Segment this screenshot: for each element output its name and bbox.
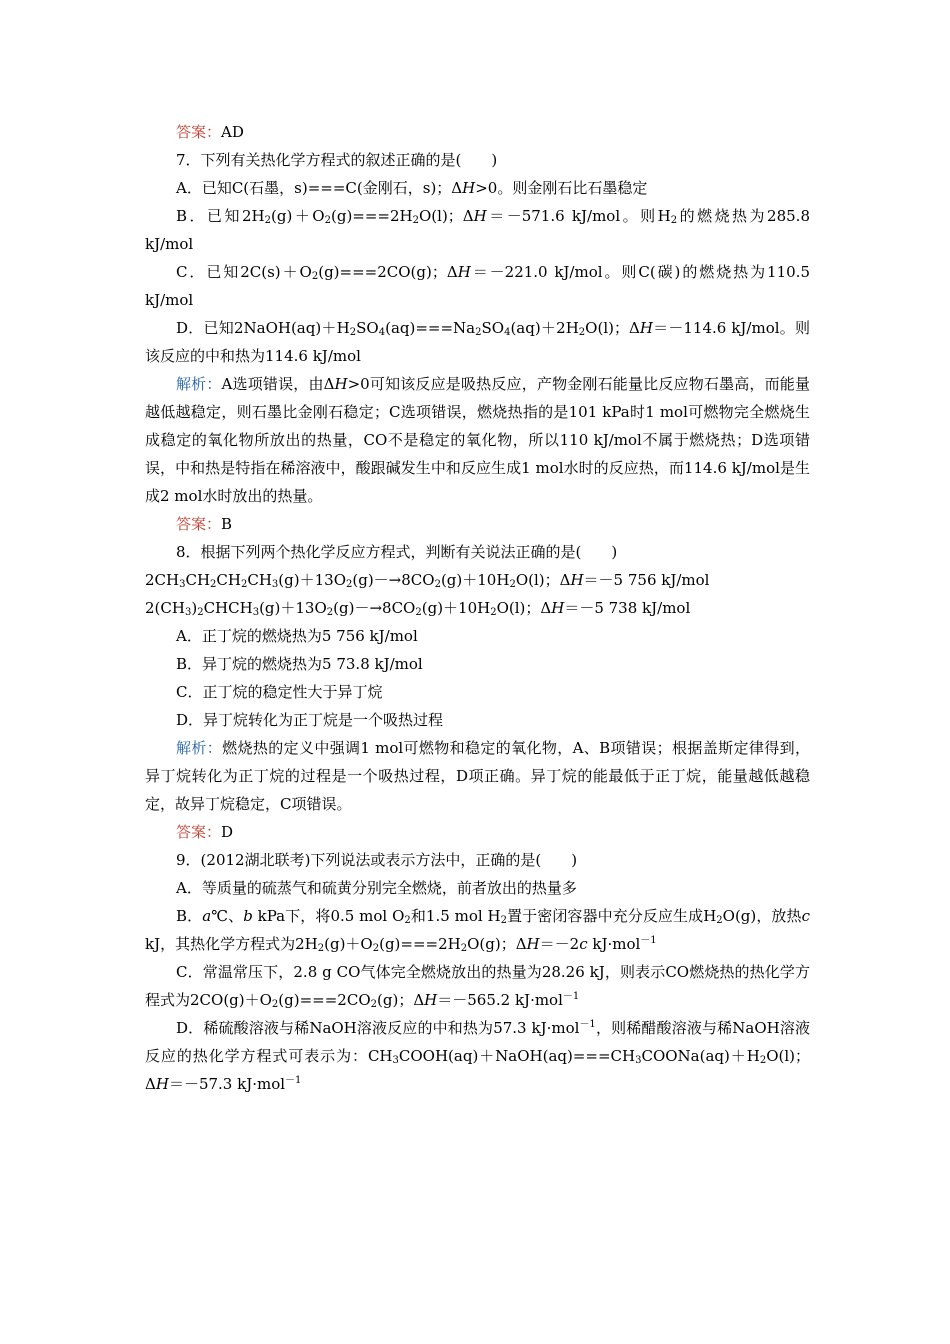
question-stem — [145, 146, 810, 174]
option-item — [145, 622, 810, 650]
paragraph-text: 燃烧热的定义中强调1 mol可燃物和稳定的氧化物，A、B项错误；根据盖斯定律得到，异丁烷转化为正丁烷的过程是一个吸热过程，D项正确。异丁烷的能最低于正丁烷，能量越低越稳定，故异丁烷稳定，C项错误。 — [145, 739, 810, 813]
paragraph-text: $2CH_3CH_2CH_2CH_3(g)+13O_2(g)-\to 8CO_2(g)+10H_2O(l)$；ΔH＝－5 756 kJ/mol — [145, 571, 710, 590]
option-item — [145, 874, 810, 902]
paragraph-text: C．已知$2C(s)+O_2(g)===2CO(g)$；ΔH＝－221.0 kJ/mol。则C(碳)的燃烧热为110.5 kJ/mol — [145, 263, 810, 309]
paragraph-text: D．稀硫酸溶液与稀NaOH溶液反应的中和热为57.3 kJ·mol$^{-1}$，则稀醋酸溶液与稀NaOH溶液反应的热化学方程式可表示为：$CH_3COOH(aq)+NaOH(aq)===CH_3COONa(aq)+H_2O(l)$；ΔH＝－57.3 kJ·mol$^{-1}$ — [145, 1019, 810, 1093]
paragraph-text: A．正丁烷的燃烧热为5 756 kJ/mol — [176, 627, 418, 645]
answer-line — [145, 818, 810, 846]
answer-line — [145, 510, 810, 538]
answer-label: 答案： — [176, 123, 222, 141]
analysis-label: 解析： — [176, 375, 222, 393]
answer-label: 答案： — [176, 823, 222, 841]
paragraph-text: B．已知$2H_2(g)+O_2(g)===2H_2O(l)$；ΔH＝－571.6 kJ/mol。则$H_2$的燃烧热为285.8 kJ/mol — [145, 207, 810, 253]
option-item — [145, 258, 810, 314]
paragraph-text: 7．下列有关热化学方程式的叙述正确的是( ) — [176, 151, 498, 169]
paragraph-text: B — [221, 515, 233, 533]
question-stem — [145, 846, 810, 874]
option-item — [145, 678, 810, 706]
document-content — [145, 118, 810, 1098]
paragraph-text: 8．根据下列两个热化学反应方程式，判断有关说法正确的是( ) — [176, 543, 618, 561]
paragraph-text: A选项错误，由ΔH>0可知该反应是吸热反应，产物金刚石能量比反应物石墨高，而能量越低越稳定，则石墨比金刚石稳定；C选项错误，燃烧热指的是101 kPa时1 mol可燃物完全燃烧生成稳定的氧化物所放出的热量，CO不是稳定的氧化物，所以110 kJ/mol不属于燃烧热；D选项错误，中和热是特指在稀溶液中，酸跟碱发生中和反应生成1 mol水时的反应热，而114.6 kJ/mol是生成2 mol水时放出的热量。 — [145, 375, 810, 505]
paragraph-text: D．异丁烷转化为正丁烷是一个吸热过程 — [176, 711, 444, 729]
paragraph-text: B．a℃、b kPa下，将0.5 mol $O_2$和1.5 mol $H_2$置于密闭容器中充分反应生成$H_2O(g)$，放热c kJ，其热化学方程式为$2H_2(g)+O_2(g)===2H_2O(g)$；ΔH＝－2c kJ·mol$^{-1}$ — [145, 907, 811, 954]
option-item — [145, 1014, 810, 1098]
analysis-label: 解析： — [176, 739, 223, 757]
paragraph-text: C．常温常压下，2.8 g CO气体完全燃烧放出的热量为28.26 kJ，则表示CO燃烧热的热化学方程式为$2CO(g)+O_2(g)===2CO_2(g)$；ΔH＝－565.2 kJ·mol$^{-1}$ — [145, 963, 810, 1010]
analysis-paragraph — [145, 734, 810, 818]
paragraph-text: A．已知C(石墨，s)===C(金刚石，s)；ΔH>0。则金刚石比石墨稳定 — [176, 179, 648, 197]
option-item — [145, 174, 810, 202]
equation-line — [145, 594, 810, 622]
option-item — [145, 650, 810, 678]
answer-line — [145, 118, 810, 146]
paragraph-text: AD — [221, 123, 244, 141]
question-stem — [145, 538, 810, 566]
option-item — [145, 902, 810, 958]
paragraph-text: B．异丁烷的燃烧热为5 73.8 kJ/mol — [176, 655, 423, 673]
option-item — [145, 202, 810, 258]
option-item — [145, 314, 810, 370]
analysis-paragraph — [145, 370, 810, 510]
answer-label: 答案： — [176, 515, 222, 533]
equation-line — [145, 566, 810, 594]
option-item — [145, 706, 810, 734]
paragraph-text: D．已知$2NaOH(aq)+H_2SO_4(aq)===Na_2SO_4(aq)+2H_2O(l)$；ΔH＝－114.6 kJ/mol。则该反应的中和热为114.6 kJ/mol — [145, 319, 810, 365]
paragraph-text: $2(CH_3)_2CHCH_3(g)+13O_2(g)-\to 8CO_2(g)+10H_2O(l)$；ΔH＝－5 738 kJ/mol — [145, 599, 691, 618]
paragraph-text: 9．(2012湖北联考)下列说法或表示方法中，正确的是( ) — [176, 851, 578, 869]
paragraph-text: D — [221, 823, 234, 841]
paragraph-text: A．等质量的硫蒸气和硫黄分别完全燃烧，前者放出的热量多 — [176, 879, 577, 897]
option-item — [145, 958, 810, 1014]
paragraph-text: C．正丁烷的稳定性大于异丁烷 — [176, 683, 383, 701]
